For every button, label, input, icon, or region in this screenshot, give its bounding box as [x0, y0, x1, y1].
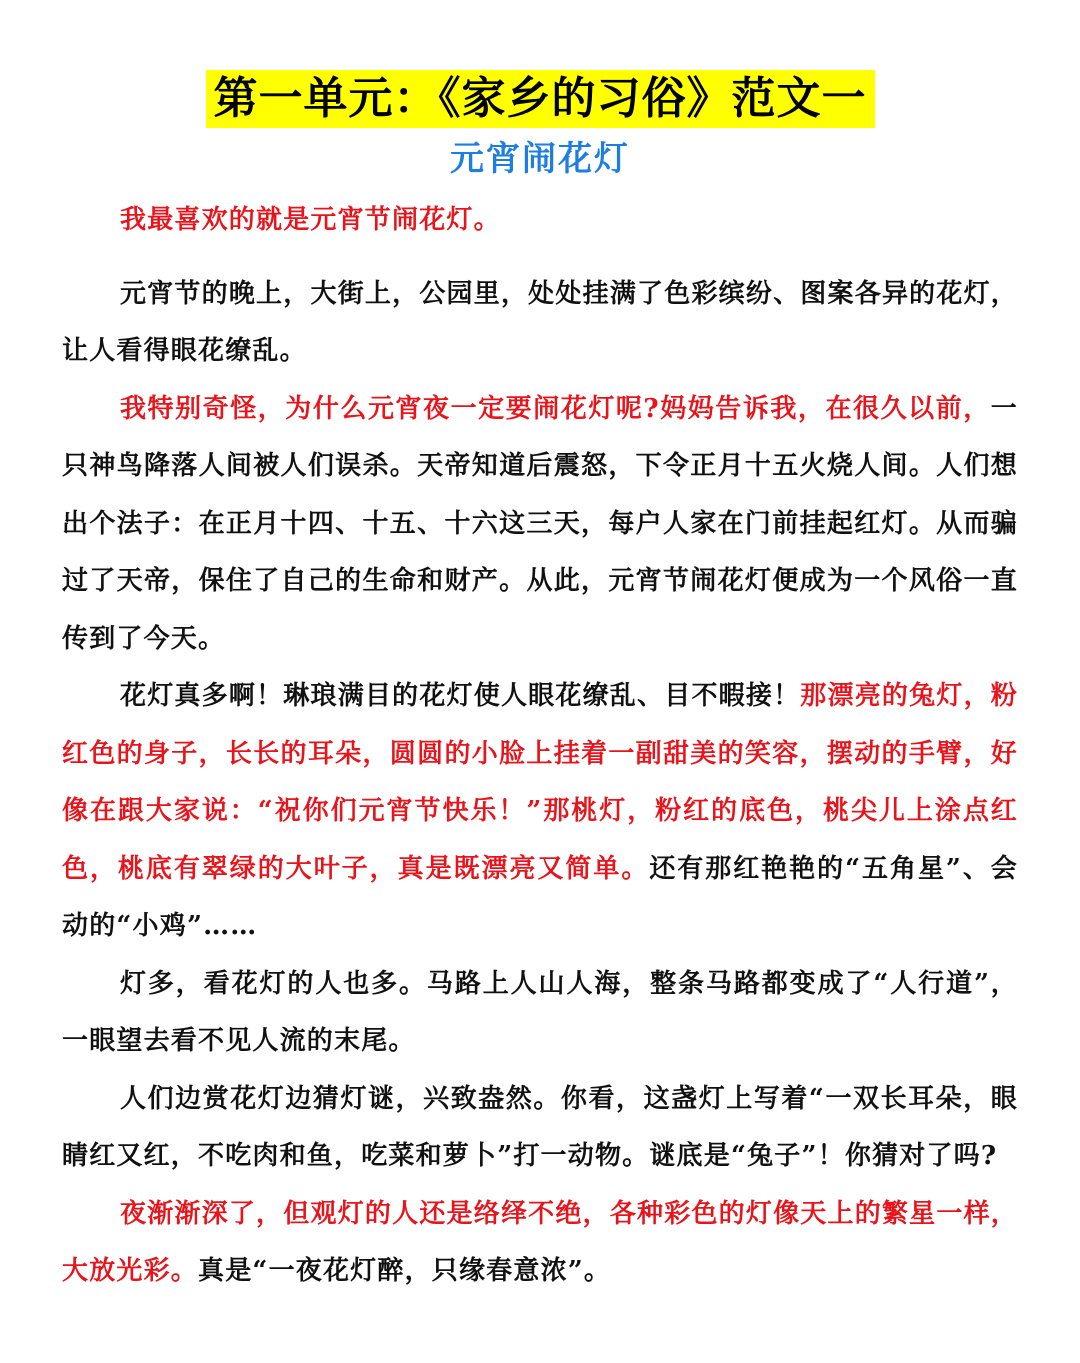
paragraph-4-end-text: 还有那红艳艳的“五角星”、会动的“小鸡”…… — [62, 853, 1018, 941]
paragraph-5-text: 灯多，看花灯的人也多。马路上人山人海，整条马路都变成了“人行道”，一眼望去看不见人流的末尾。 — [62, 968, 1018, 1056]
paragraph-2-text: 元宵节的晚上，大街上，公园里，处处挂满了色彩缤纷、图案各异的花灯，让人看得眼花缭乱。 — [62, 278, 1018, 366]
paragraph-7 — [62, 1186, 1018, 1301]
paragraph-7-black-text: 真是“一夜花灯醉，只缘春意浓”。 — [198, 1256, 612, 1286]
paragraph-4-red-text: 那漂亮的兔灯，粉红色的身子，长长的耳朵，圆圆的小脸上挂着一副甜美的笑容，摆动的手臂，好像在跟大家说：“祝你们元宵节快乐！”那桃灯，粉红的底色，桃尖儿上涂点红色，桃底有翠绿的大叶子，真是既漂亮又简单。 — [62, 681, 1018, 884]
paragraph-3 — [62, 381, 1018, 669]
essay-subtitle: 元宵闹花灯 — [450, 139, 630, 179]
paragraph-7-red-text: 夜渐渐深了，但观灯的人还是络绎不绝，各种彩色的灯像天上的繁星一样，大放光彩。 — [62, 1198, 1018, 1286]
paragraph-1 — [62, 192, 1018, 250]
paragraph-6 — [62, 1071, 1018, 1186]
paragraph-4-intro-text: 花灯真多啊！琳琅满目的花灯使人眼花缭乱、目不暇接！ — [120, 681, 801, 711]
paragraph-2 — [62, 266, 1018, 381]
paragraph-6-text: 人们边赏花灯边猜灯谜，兴致盎然。你看，这盏灯上写着“一双长耳朵，眼睛红又红，不吃肉和鱼，吃菜和萝卜”打一动物。谜底是“兔子”！你猜对了吗? — [62, 1083, 1018, 1171]
essay-page — [62, 0, 1018, 1301]
paragraph-3-red-text: 我特别奇怪，为什么元宵夜一定要闹花灯呢?妈妈告诉我，在很久以前， — [120, 393, 991, 424]
paragraph-1-text: 我最喜欢的就是元宵节闹花灯。 — [120, 205, 501, 235]
title-wrap — [62, 70, 1018, 130]
page-title: 第一单元：《家乡的习俗》范文一 — [206, 70, 875, 128]
paragraph-5 — [62, 956, 1018, 1071]
paragraph-3-black-text: 一只神鸟降落人间被人们误杀。天帝知道后震怒，下令正月十五火烧人间。人们想出个法子：在正月十四、十五、十六这三天，每户人家在门前挂起红灯。从而骗过了天帝，保住了自己的生命和财产。从此，元宵节闹花灯便成为一个风俗一直传到了今天。 — [62, 393, 1018, 654]
paragraph-4 — [62, 668, 1018, 956]
